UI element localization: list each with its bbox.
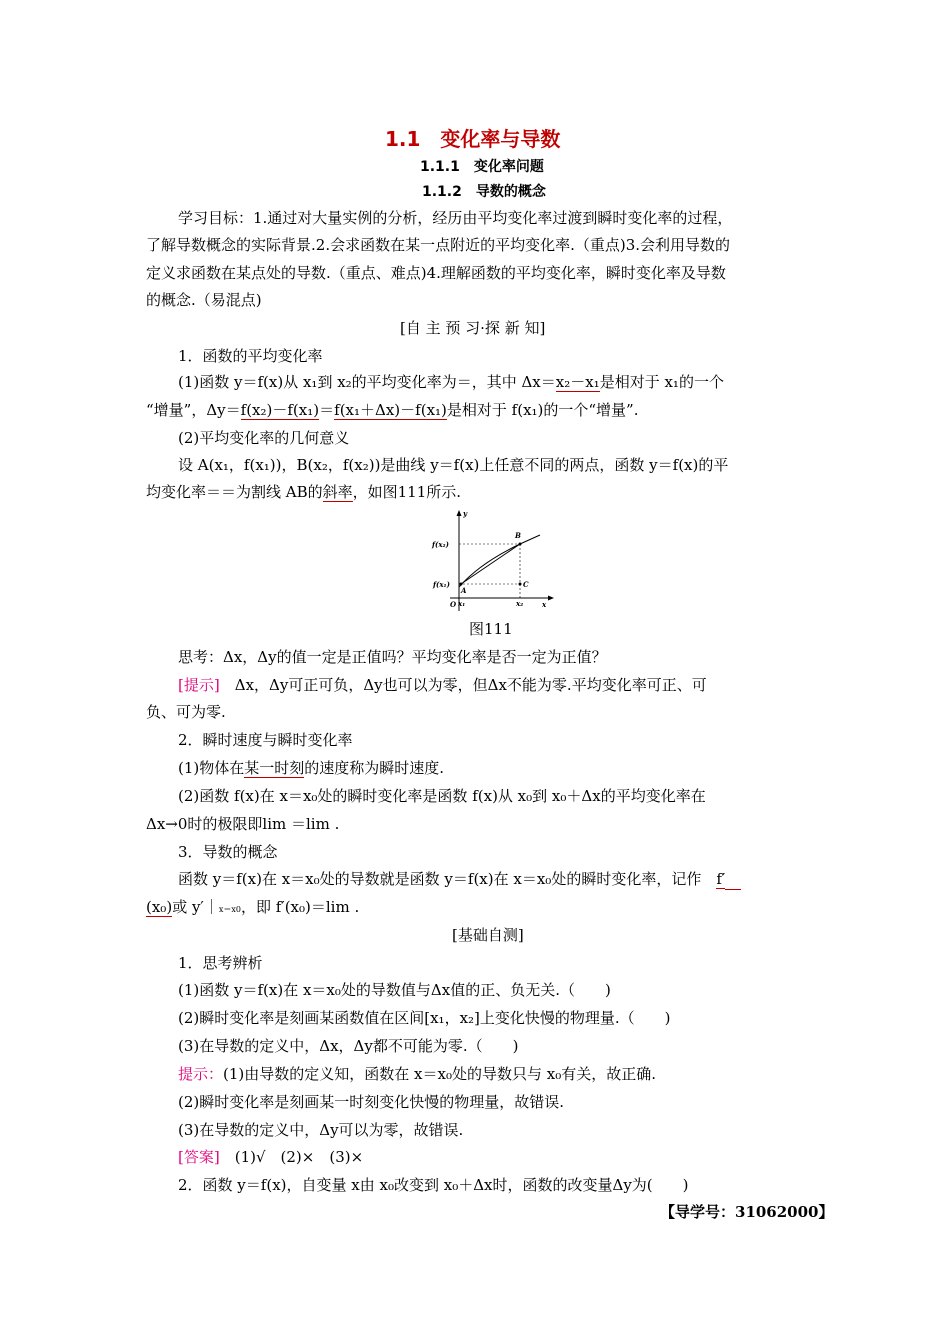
p3-text: 或 y′｜ bbox=[172, 898, 219, 916]
p1-text: 是相对于 f(x₁)的一个“增量”. bbox=[446, 401, 639, 419]
p2-blank-moment: 某一时刻 bbox=[244, 759, 305, 777]
p3-line-1 bbox=[178, 869, 741, 890]
tip-tag: 提示： bbox=[178, 1065, 224, 1083]
p3-blank-x0: (x₀) bbox=[146, 898, 173, 916]
p2-text: (1)物体在 bbox=[178, 759, 245, 777]
p1-text: 是相对于 x₁的一个 bbox=[599, 373, 724, 391]
p3-subscript: x＝x0 bbox=[218, 905, 241, 914]
p1-heading: 1．函数的平均变化率 bbox=[178, 347, 323, 365]
p2-line-3: Δx→0时的极限即lim ＝lim . bbox=[146, 815, 340, 833]
label-fx1: f(x₁) bbox=[433, 580, 450, 589]
tip-line-3: (3)在导数的定义中，Δy可以为零，故错误. bbox=[178, 1121, 464, 1139]
p1-line-3: 设 A(x₁，f(x₁))，B(x₂，f(x₂))是曲线 y＝f(x)上任意不同的两点，函数 y＝f(x)的平 bbox=[178, 456, 729, 474]
p2-text: 的速度称为瞬时速度. bbox=[304, 759, 445, 777]
p1-line-2 bbox=[146, 400, 639, 420]
tip-line-2: (2)瞬时变化率是刻画某一时刻变化快慢的物理量，故错误. bbox=[178, 1093, 565, 1111]
tip-line-1 bbox=[178, 1064, 656, 1084]
p2-heading: 2．瞬时速度与瞬时变化率 bbox=[178, 731, 353, 749]
p1-blank-dy: f(x₂)－f(x₁) bbox=[240, 401, 320, 419]
label-x: x bbox=[542, 600, 547, 609]
p1-blank-dy2: f(x₁＋Δx)－f(x₁) bbox=[334, 401, 447, 419]
objectives-line-2: 了解导数概念的实际背景.2.会求函数在某一点附近的平均变化率.（重点)3.会利用导数的 bbox=[146, 236, 731, 254]
secant-figure bbox=[428, 508, 558, 613]
section-heading-preview: [自 主 预 习·探 新 知] bbox=[400, 319, 546, 337]
hint-line-2: 负、可为零. bbox=[146, 703, 226, 721]
p1-text: ＝ bbox=[319, 401, 335, 419]
section-heading-selftest: [基础自测] bbox=[452, 926, 524, 944]
p1-text: ，如图111所示. bbox=[352, 483, 462, 501]
label-o: O bbox=[450, 600, 457, 609]
q1-item-3: (3)在导数的定义中，Δx，Δy都不可能为零.（ ) bbox=[178, 1037, 519, 1055]
answer-text: (1)√ (2)× (3)× bbox=[234, 1148, 364, 1166]
objectives-line-1: 学习目标：1.通过对大量实例的分析，经历由平均变化率过渡到瞬时变化率的过程， bbox=[178, 209, 733, 227]
tip-text: (1)由导数的定义知，函数在 x＝x₀处的导数只与 x₀有关，故正确. bbox=[223, 1065, 656, 1083]
q1-heading: 1．思考辨析 bbox=[178, 954, 263, 972]
secant-line bbox=[461, 544, 520, 584]
label-a: A bbox=[461, 586, 467, 595]
x-axis-arrow bbox=[548, 596, 554, 601]
objectives-line-4: 的概念.（易混点) bbox=[146, 291, 262, 309]
p1-text: 均变化率＝＝为割线 AB的 bbox=[146, 483, 323, 501]
y-axis-arrow bbox=[457, 510, 462, 516]
label-b: B bbox=[515, 531, 521, 540]
subtitle-2: 1.1.2 导数的概念 bbox=[422, 184, 546, 200]
p3-text: ，即 f′(x₀)＝lim . bbox=[240, 898, 360, 916]
hint-tag: [提示] bbox=[178, 676, 220, 694]
label-fx2: f(x₂) bbox=[432, 540, 449, 549]
p1-geometry-heading: (2)平均变化率的几何意义 bbox=[178, 429, 350, 447]
p3-text: 函数 y＝f(x)在 x＝x₀处的导数就是函数 y＝f(x)在 x＝x₀处的瞬时变化率，记作 bbox=[178, 870, 702, 888]
p3-blank-fprime: f′ bbox=[716, 870, 726, 888]
label-x1: x₁ bbox=[458, 599, 466, 608]
think-question: 思考：Δx，Δy的值一定是正值吗？平均变化率是否一定为正值？ bbox=[178, 648, 607, 666]
subtitle-1: 1.1.1 变化率问题 bbox=[420, 159, 544, 175]
point-c bbox=[519, 583, 522, 586]
p1-line-4 bbox=[146, 482, 461, 502]
p3-heading: 3．导数的概念 bbox=[178, 843, 278, 861]
hint-line-1 bbox=[178, 675, 707, 695]
p2-line-1 bbox=[178, 758, 444, 778]
label-y: y bbox=[463, 509, 468, 518]
p3-line-2 bbox=[146, 897, 359, 920]
label-x2: x₂ bbox=[516, 599, 524, 608]
guide-number: 【导学号：31062000】 bbox=[660, 1203, 834, 1221]
answer-line bbox=[178, 1147, 363, 1167]
figure-caption: 图111 bbox=[469, 620, 513, 638]
page-title: 1.1 变化率与导数 bbox=[385, 127, 561, 151]
question-2: 2．函数 y＝f(x)，自变量 x由 x₀改变到 x₀＋Δx时，函数的改变量Δy为( ) bbox=[178, 1176, 689, 1194]
label-c: C bbox=[523, 580, 529, 589]
hint-text: Δx，Δy可正可负，Δy也可以为零，但Δx不能为零.平均变化率可正、可 bbox=[234, 676, 707, 694]
p2-line-2: (2)函数 f(x)在 x＝x₀处的瞬时变化率是函数 f(x)从 x₀到 x₀＋Δx的平均变化率在 bbox=[178, 787, 706, 805]
q1-item-1: (1)函数 y＝f(x)在 x＝x₀处的导数值与Δx值的正、负无关.（ ) bbox=[178, 981, 611, 999]
p1-blank-slope: 斜率 bbox=[322, 483, 353, 501]
p1-line-1 bbox=[178, 372, 724, 392]
p1-text: “增量”，Δy＝ bbox=[146, 401, 241, 419]
answer-tag: [答案] bbox=[178, 1148, 220, 1166]
p1-blank-dx: x₂－x₁ bbox=[555, 373, 600, 391]
objectives-line-3: 定义求函数在某点处的导数.（重点、难点)4.理解函数的平均变化率，瞬时变化率及导数 bbox=[146, 264, 726, 282]
point-b bbox=[519, 543, 522, 546]
q1-item-2: (2)瞬时变化率是刻画某函数值在区间[x₁，x₂]上变化快慢的物理量.（ ) bbox=[178, 1009, 671, 1027]
p1-text: (1)函数 y＝f(x)从 x₁到 x₂的平均变化率为＝，其中 Δx＝ bbox=[178, 373, 556, 391]
